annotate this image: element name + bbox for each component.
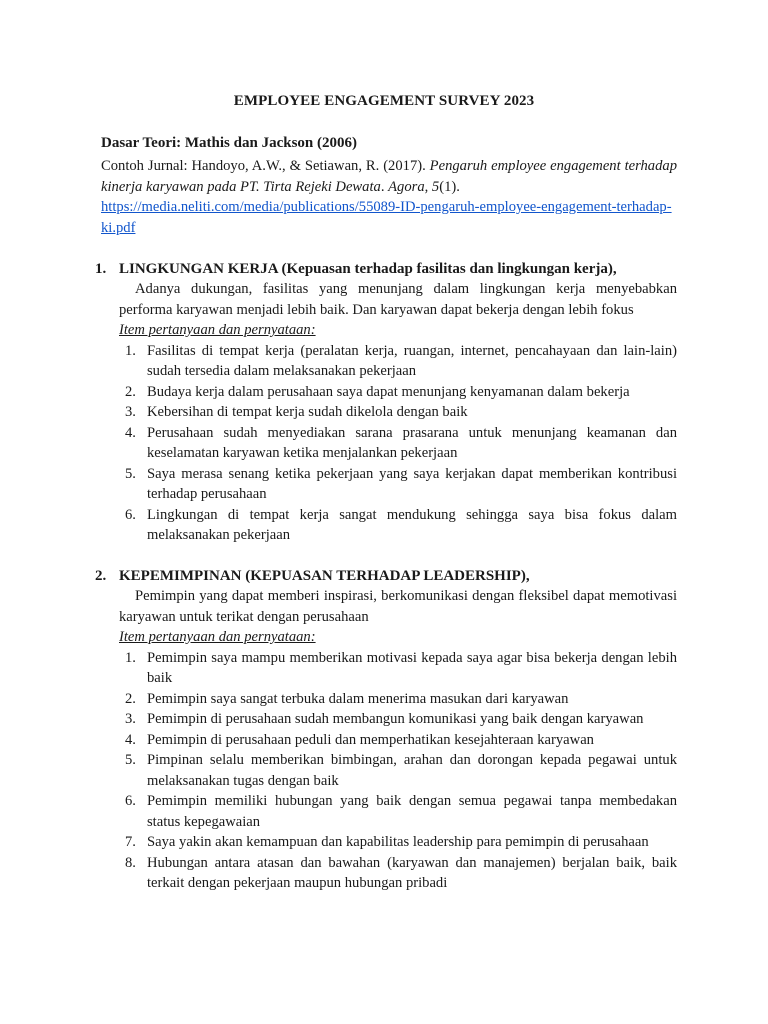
- item-text: Kebersihan di tempat kerja sudah dikelola dengan baik: [147, 404, 468, 420]
- item-number: 5.: [125, 465, 136, 482]
- item-text: Perusahaan sudah menyediakan sarana prasarana untuk menunjang keamanan dan keselamatan karyawan ketika menjalankan pekerjaan: [147, 424, 677, 461]
- section-heading-text: LINGKUNGAN KERJA (Kepuasan terhadap fasilitas dan lingkungan kerja),: [119, 261, 617, 277]
- item-text: Pemimpin di perusahaan sudah membangun komunikasi yang baik dengan karyawan: [147, 711, 644, 727]
- item-number: 6.: [125, 793, 136, 809]
- item-number: 6.: [125, 506, 136, 523]
- item-number: 4.: [125, 424, 136, 441]
- list-item: [119, 423, 677, 464]
- item-text: Pemimpin di perusahaan peduli dan memperhatikan kesejahteraan karyawan: [147, 731, 594, 748]
- item-number: 4.: [125, 731, 136, 748]
- item-text: Pemimpin memiliki hubungan yang baik dengan semua pegawai tanpa membedakan status kepegawaian: [147, 793, 677, 830]
- list-item: [119, 464, 677, 505]
- section-description: Adanya dukungan, fasilitas yang menunjang dalam lingkungan kerja menyebabkan performa karyawan menjadi lebih baik. Dan karyawan dapat bekerja dengan lebih fokus: [119, 281, 677, 318]
- item-number: 3.: [125, 711, 136, 727]
- section-number: 1.: [95, 261, 107, 277]
- list-item: [119, 689, 677, 710]
- question-list: [119, 341, 677, 546]
- item-text: Hubungan antara atasan dan bawahan (karyawan dan manajemen) berjalan baik, baik terkait dengan pekerjaan maupun hubungan pribadi: [147, 854, 677, 891]
- reference-separator: .: [380, 178, 389, 195]
- reference-article-title: Pengaruh employee engagement terhadap kinerja karyawan pada PT. Tirta Rejeki Dewata: [101, 158, 677, 195]
- items-title: Item pertanyaan dan pernyataan:: [119, 322, 316, 338]
- items-title: Item pertanyaan dan pernyataan:: [119, 629, 316, 645]
- section-heading: [95, 566, 677, 586]
- reference-issue: (1).: [439, 178, 460, 195]
- reference-journal: Agora: [388, 178, 425, 195]
- list-item: [119, 382, 677, 403]
- list-item: [119, 648, 677, 689]
- item-number: 2.: [125, 383, 136, 400]
- list-item: [119, 791, 677, 832]
- document-title: EMPLOYEE ENGAGEMENT SURVEY 2023: [233, 93, 535, 109]
- section-heading-text: KEPEMIMPINAN (KEPUASAN TERHADAP LEADERSHIP),: [119, 568, 530, 584]
- item-number: 7.: [125, 834, 136, 850]
- item-text: Saya merasa senang ketika pekerjaan yang saya kerjakan dapat memberikan kontribusi terhadap perusahaan: [147, 465, 677, 502]
- item-number: 1.: [125, 342, 136, 359]
- question-list: [119, 648, 677, 894]
- section-description: Pemimpin yang dapat memberi inspirasi, berkomunikasi dengan fleksibel dapat memotivasi karyawan untuk terikat dengan perusahaan: [119, 588, 677, 625]
- section-lingkungan-kerja: [95, 259, 677, 546]
- item-number: 3.: [125, 404, 136, 420]
- item-text: Saya yakin akan kemampuan dan kapabilitas leadership para pemimpin di perusahaan: [147, 834, 649, 850]
- item-text: Lingkungan di tempat kerja sangat mendukung sehingga saya bisa fokus dalam melaksanakan pekerjaan: [147, 506, 677, 543]
- list-item: [119, 341, 677, 382]
- list-item: [119, 750, 677, 791]
- list-item: [119, 832, 677, 853]
- item-number: 5.: [125, 752, 136, 768]
- reference-volume: 5: [431, 178, 440, 195]
- section-heading: [95, 259, 677, 279]
- item-text: Fasilitas di tempat kerja (peralatan kerja, ruangan, internet, pencahayaan dan lain-lain) sudah tersedia dalam melaksanakan pekerjaan: [147, 342, 677, 379]
- item-text: Pemimpin saya mampu memberikan motivasi kepada saya agar bisa bekerja dengan lebih baik: [147, 649, 677, 686]
- item-text: Pimpinan selalu memberikan bimbingan, arahan dan dorongan kepada pegawai untuk melaksanakan tugas dengan baik: [147, 752, 677, 789]
- item-number: 8.: [125, 854, 136, 871]
- list-item: [119, 505, 677, 546]
- item-text: Pemimpin saya sangat terbuka dalam menerima masukan dari karyawan: [147, 690, 569, 707]
- list-item: [119, 730, 677, 751]
- theory-basis: Dasar Teori: Mathis dan Jackson (2006): [101, 135, 357, 151]
- item-text: Budaya kerja dalam perusahaan saya dapat menunjang kenyamanan dalam bekerja: [147, 383, 630, 400]
- section-kepemimpinan: [95, 566, 677, 894]
- section-number: 2.: [95, 568, 107, 584]
- item-number: 1.: [125, 649, 136, 666]
- item-number: 2.: [125, 690, 136, 707]
- journal-reference: [101, 156, 677, 238]
- list-item: [119, 709, 677, 730]
- list-item: [119, 402, 677, 423]
- reference-link[interactable]: https://media.neliti.com/media/publications/55089-ID-pengaruh-employee-engagement-terhadap-ki.pdf: [101, 199, 672, 236]
- reference-comma: ,: [424, 178, 432, 195]
- list-item: [119, 853, 677, 894]
- reference-prefix: Contoh Jurnal: Handoyo, A.W., & Setiawan, R. (2017).: [101, 158, 430, 174]
